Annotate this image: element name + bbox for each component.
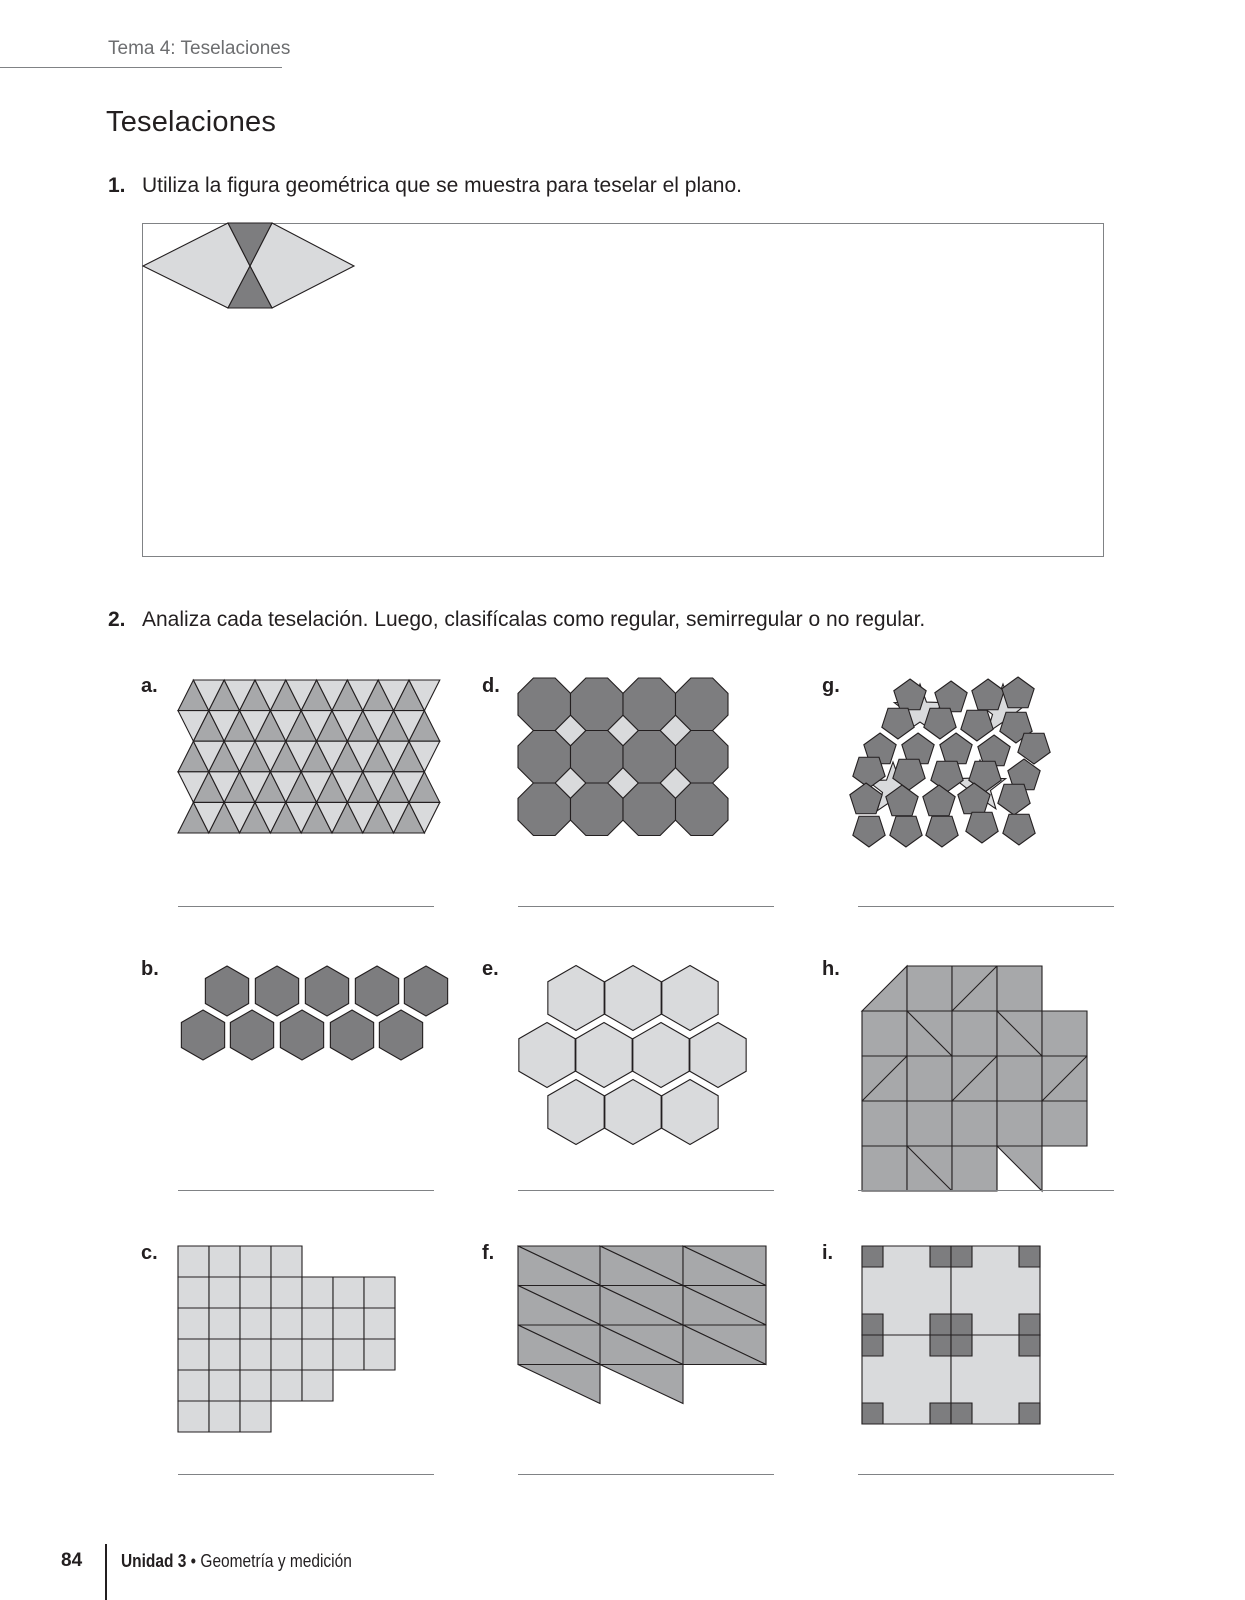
hexagon-tile <box>633 1023 689 1088</box>
small-square-tile <box>862 1403 883 1424</box>
square-tile <box>240 1339 271 1370</box>
footer-separator: • <box>186 1551 201 1571</box>
octagon-tile <box>676 783 729 836</box>
small-square-tile <box>930 1246 951 1267</box>
footer-subject: Geometría y medición <box>200 1551 352 1571</box>
square-tile <box>997 1056 1042 1101</box>
square-tile <box>907 1056 952 1101</box>
hexagon-tile <box>330 1010 373 1060</box>
square-tile <box>209 1277 240 1308</box>
hexagon-tile <box>576 1023 632 1088</box>
triangle-tile <box>862 966 907 1011</box>
answer-line-f[interactable] <box>518 1474 774 1475</box>
pentagon-tile <box>882 708 914 739</box>
small-square-tile <box>930 1335 951 1356</box>
pentagon-tile <box>972 679 1004 710</box>
triangle-tile <box>600 1365 683 1404</box>
hexagon-tile <box>280 1010 323 1060</box>
hexagon-tile <box>519 1023 575 1088</box>
square-tile <box>271 1277 302 1308</box>
pentagon-tile <box>853 816 885 847</box>
label-f: f. <box>482 1242 495 1264</box>
hexagon-tile <box>548 966 604 1031</box>
square-tile <box>178 1246 209 1277</box>
square-tile <box>271 1339 302 1370</box>
question-2 <box>108 608 925 632</box>
triangle-tile <box>518 1365 600 1404</box>
hexagon-tile <box>255 966 298 1016</box>
hexagon-tile <box>605 966 661 1031</box>
square-tile <box>862 1146 907 1191</box>
small-square-tile <box>862 1246 883 1267</box>
question-2-text: Analiza cada teselación. Luego, clasifícalas como regular, semirregular o no regular. <box>142 608 926 631</box>
label-a: a. <box>141 675 158 697</box>
label-i: i. <box>822 1242 834 1264</box>
hexagon-tile <box>404 966 447 1016</box>
pentagon-tile <box>961 710 993 741</box>
hexagon-tile <box>230 1010 273 1060</box>
triangle-tile <box>997 1146 1042 1191</box>
octagon-tile <box>676 678 729 731</box>
square-tile <box>240 1246 271 1277</box>
answer-line-a[interactable] <box>178 906 434 907</box>
square-tile <box>333 1339 364 1370</box>
answer-line-h[interactable] <box>858 1190 1114 1191</box>
square-tile <box>364 1339 395 1370</box>
square-tile <box>209 1370 240 1401</box>
octagon-tile <box>676 731 729 784</box>
answer-line-c[interactable] <box>178 1474 434 1475</box>
question-1 <box>108 174 742 198</box>
octagon-tile <box>571 783 624 836</box>
square-tile <box>907 1101 952 1146</box>
square-tile <box>240 1401 271 1432</box>
square-tile <box>240 1308 271 1339</box>
hexagon-tile <box>205 966 248 1016</box>
square-tile <box>907 966 952 1011</box>
square-tile <box>178 1277 209 1308</box>
square-tile <box>364 1277 395 1308</box>
square-tile <box>178 1339 209 1370</box>
tessellation-i-squares <box>0 0 1 1</box>
small-square-tile <box>951 1314 972 1335</box>
square-tile <box>1042 1101 1087 1146</box>
footer-unit-name: Unidad 3 <box>121 1551 187 1571</box>
answer-line-e[interactable] <box>518 1190 774 1191</box>
question-1-text: Utiliza la figura geométrica que se muestra para teselar el plano. <box>142 174 742 197</box>
square-tile <box>178 1370 209 1401</box>
octagon-tile <box>518 731 571 784</box>
octagon-tile <box>571 731 624 784</box>
square-tile <box>997 966 1042 1011</box>
square-tile <box>302 1277 333 1308</box>
small-square-tile <box>862 1335 883 1356</box>
octagon-tile <box>518 783 571 836</box>
question-2-number: 2. <box>108 608 126 631</box>
page-number: 84 <box>61 1550 83 1571</box>
answer-line-b[interactable] <box>178 1190 434 1191</box>
hexagon-tile <box>548 1080 604 1145</box>
pentagon-tile <box>935 681 967 712</box>
small-square-tile <box>1019 1335 1040 1356</box>
small-square-tile <box>951 1335 972 1356</box>
square-tile <box>271 1308 302 1339</box>
pentagon-tile <box>940 733 972 764</box>
label-g: g. <box>822 675 840 697</box>
pentagon-tile <box>890 816 922 847</box>
octagon-tile <box>623 783 676 836</box>
square-tile <box>302 1339 333 1370</box>
pentagon-tile <box>998 784 1030 815</box>
small-square-tile <box>1019 1403 1040 1424</box>
pentagon-tile <box>924 708 956 739</box>
hexagon-tile <box>181 1010 224 1060</box>
label-c: c. <box>141 1242 158 1264</box>
square-tile <box>178 1401 209 1432</box>
hexagon-tile <box>662 966 718 1031</box>
answer-line-d[interactable] <box>518 906 774 907</box>
square-tile <box>952 1101 997 1146</box>
small-square-tile <box>1019 1314 1040 1335</box>
square-tile <box>952 1146 997 1191</box>
small-square-tile <box>930 1403 951 1424</box>
small-square-tile <box>1019 1246 1040 1267</box>
square-tile <box>333 1308 364 1339</box>
square-tile <box>271 1370 302 1401</box>
pentagon-tile <box>926 816 958 847</box>
square-tile <box>997 1101 1042 1146</box>
hexagon-tile <box>690 1023 746 1088</box>
octagon-tile <box>623 731 676 784</box>
square-tile <box>209 1246 240 1277</box>
small-square-tile <box>951 1403 972 1424</box>
square-tile <box>952 1011 997 1056</box>
label-b: b. <box>141 958 159 980</box>
hexagon-tile <box>605 1080 661 1145</box>
footer-divider <box>105 1544 107 1600</box>
octagon-tile <box>623 678 676 731</box>
topic-header: Tema 4: Teselaciones <box>108 38 291 59</box>
answer-line-i[interactable] <box>858 1474 1114 1475</box>
pentagon-tile <box>1003 814 1035 845</box>
square-tile <box>209 1401 240 1432</box>
square-tile <box>271 1246 302 1277</box>
small-square-tile <box>951 1246 972 1267</box>
square-tile <box>209 1339 240 1370</box>
square-tile <box>178 1308 209 1339</box>
square-tile <box>862 1011 907 1056</box>
small-square-tile <box>862 1314 883 1335</box>
question-1-number: 1. <box>108 174 126 197</box>
label-h: h. <box>822 958 840 980</box>
hexagon-tile <box>305 966 348 1016</box>
answer-line-g[interactable] <box>858 906 1114 907</box>
octagon-tile <box>571 678 624 731</box>
square-tile <box>240 1277 271 1308</box>
square-tile <box>364 1308 395 1339</box>
small-square-tile <box>930 1314 951 1335</box>
label-d: d. <box>482 675 500 697</box>
square-tile <box>1042 1011 1087 1056</box>
square-tile <box>209 1308 240 1339</box>
octagon-tile <box>518 678 571 731</box>
square-tile <box>302 1308 333 1339</box>
pentagon-tile <box>966 812 998 843</box>
section-title: Teselaciones <box>106 106 277 138</box>
header-rule <box>0 67 282 68</box>
hexagon-tile <box>662 1080 718 1145</box>
pentagon-tile <box>1002 677 1034 708</box>
square-tile <box>302 1370 333 1401</box>
footer-unit <box>121 1551 352 1572</box>
label-e: e. <box>482 958 499 980</box>
square-tile <box>240 1370 271 1401</box>
hexagon-tile <box>379 1010 422 1060</box>
hexagon-tile <box>355 966 398 1016</box>
square-tile <box>862 1101 907 1146</box>
square-tile <box>333 1277 364 1308</box>
pentagon-tile <box>894 679 926 710</box>
